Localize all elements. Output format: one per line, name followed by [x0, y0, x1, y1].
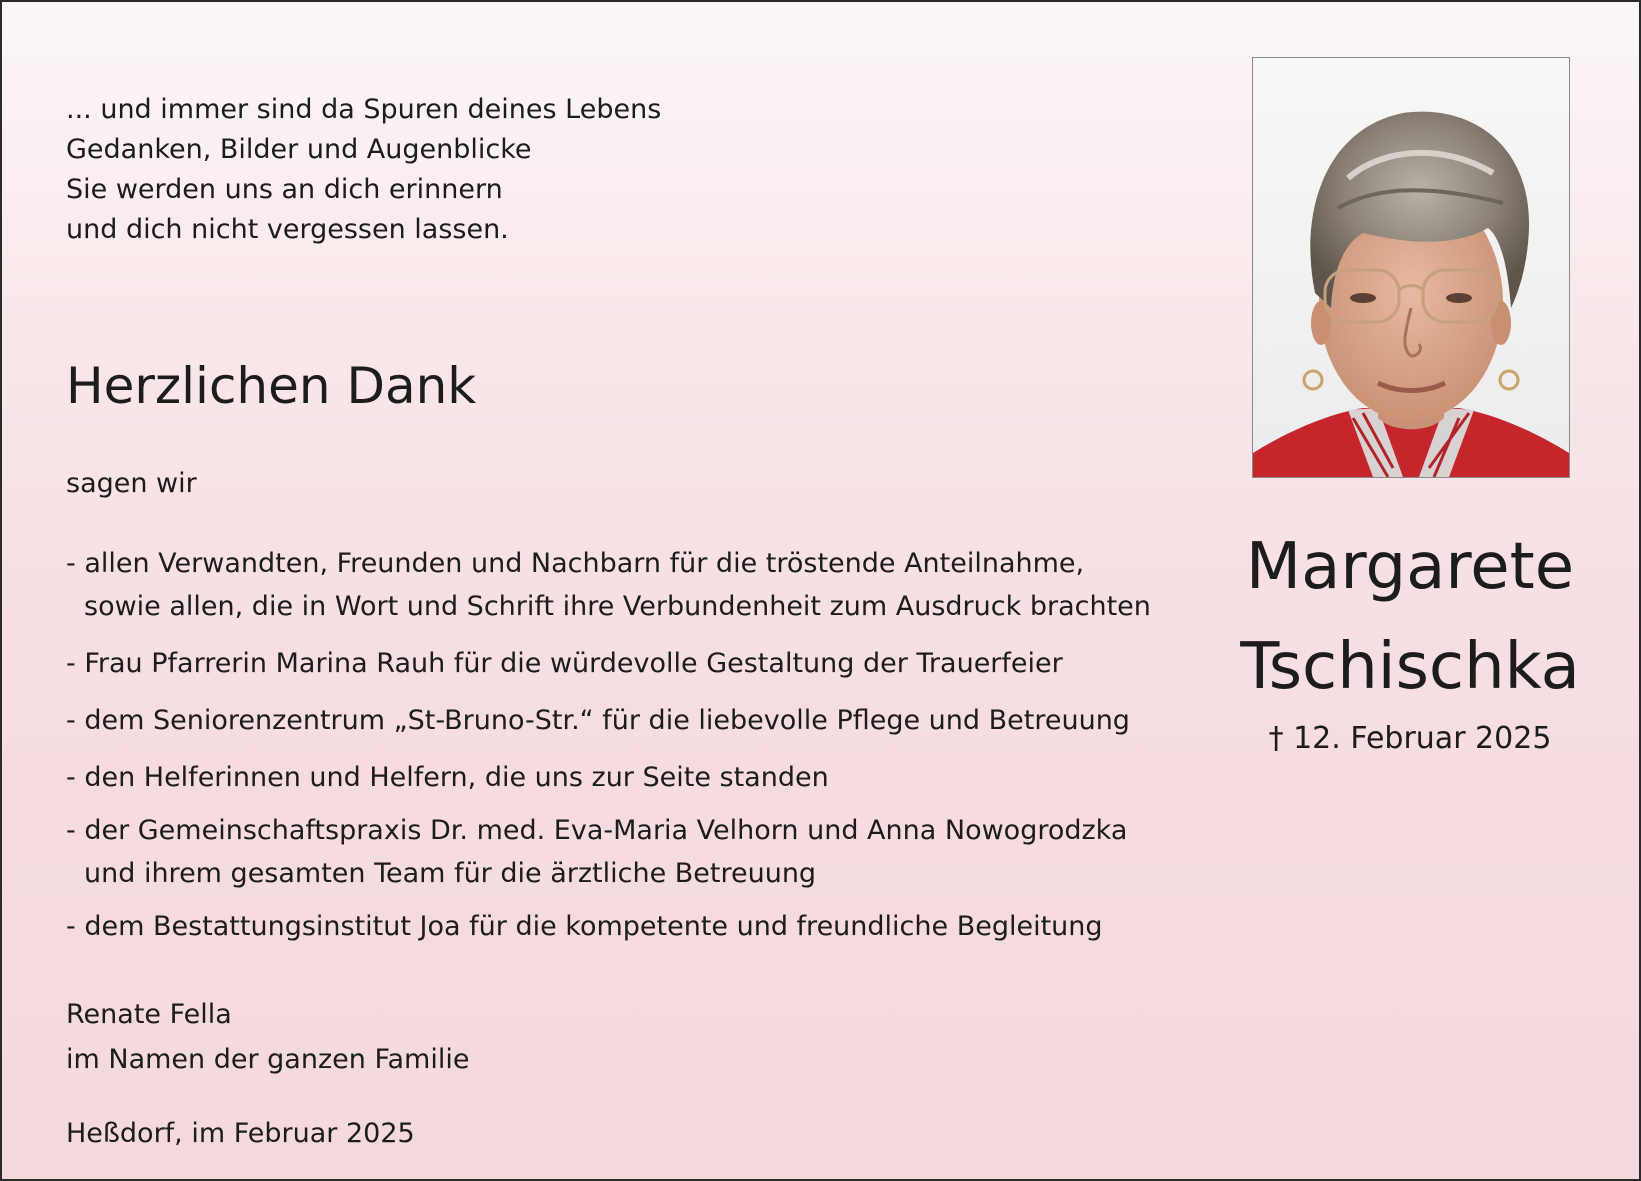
thanks-heading: Herzlichen Dank [66, 357, 477, 415]
thanks-item-line: - allen Verwandten, Freunden und Nachbarn für die tröstende Anteilnahme, [66, 548, 1085, 579]
thanks-item-line: - dem Bestattungsinstitut Joa für die kompetente und freundliche Begleitung [66, 911, 1103, 942]
thanks-item-continuation: und ihrem gesamten Team für die ärztliche Betreuung [84, 858, 817, 889]
signature-note: im Namen der ganzen Familie [66, 1044, 470, 1075]
thanks-item-continuation: sowie allen, die in Wort und Schrift ihre Verbundenheit zum Ausdruck brachten [84, 591, 1151, 622]
thanks-item [66, 905, 1151, 948]
thanks-item [66, 699, 1151, 742]
deceased-first-name: Margarete [1245, 530, 1575, 604]
signature [66, 992, 469, 1082]
poem-line: ... und immer sind da Spuren deines Lebens [66, 94, 662, 125]
deceased-name [1187, 517, 1633, 717]
thanks-item [66, 756, 1151, 799]
thanks-list [66, 542, 1151, 948]
signature-name: Renate Fella [66, 999, 232, 1030]
thanks-item-line: - dem Seniorenzentrum „St-Bruno-Str.“ für die liebevolle Pflege und Betreuung [66, 705, 1130, 736]
thanks-item-line: - der Gemeinschaftspraxis Dr. med. Eva-Maria Velhorn und Anna Nowogrodzka [66, 815, 1128, 846]
poem-line: Gedanken, Bilder und Augenblicke [66, 134, 532, 165]
death-date: † 12. Februar 2025 [1268, 721, 1552, 756]
place-date: Heßdorf, im Februar 2025 [66, 1118, 415, 1149]
portrait-photo [1252, 57, 1570, 478]
thanks-intro: sagen wir [66, 468, 197, 499]
thanks-item-line: - Frau Pfarrerin Marina Rauh für die würdevolle Gestaltung der Trauerfeier [66, 648, 1063, 679]
poem-line: Sie werden uns an dich erinnern [66, 174, 503, 205]
thanks-item [66, 542, 1151, 628]
poem-line: und dich nicht vergessen lassen. [66, 214, 509, 245]
deceased-last-name: Tschischka [1240, 630, 1580, 704]
portrait-image [1253, 58, 1569, 477]
poem [66, 90, 661, 250]
thanks-item [66, 809, 1151, 895]
thanks-item-line: - den Helferinnen und Helfern, die uns zur Seite standen [66, 762, 829, 793]
thanks-item [66, 642, 1151, 685]
